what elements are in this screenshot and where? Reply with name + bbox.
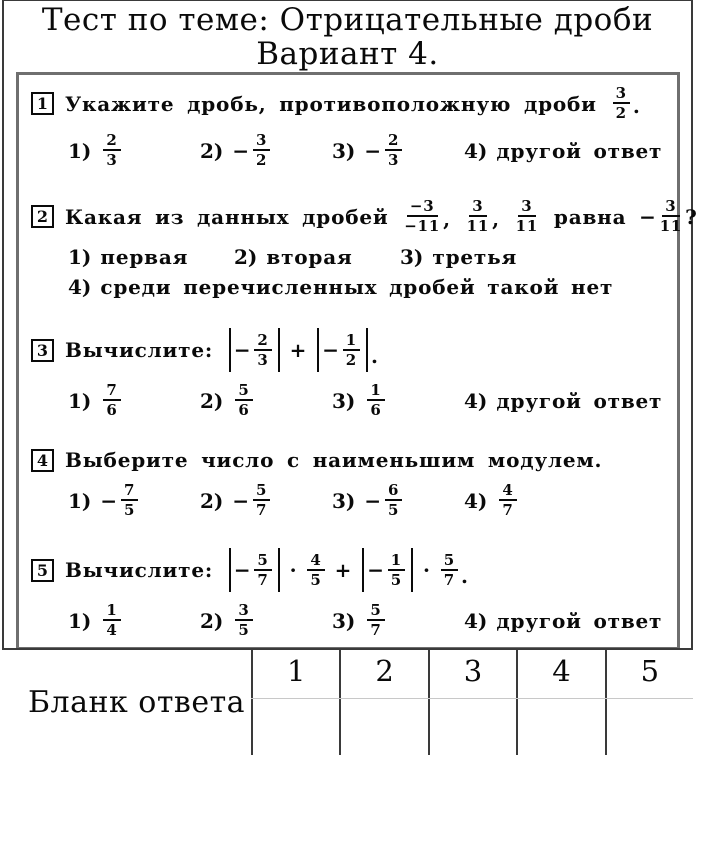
fraction-denominator: 11 (466, 217, 490, 235)
fraction-denominator: 7 (257, 570, 269, 589)
answer-column-number: 1 (286, 654, 306, 688)
math-text: − (100, 488, 118, 513)
fraction-numerator: 3 (613, 85, 630, 104)
fraction-denominator: 2 (615, 104, 627, 122)
fraction (385, 482, 402, 519)
absolute-value-bar (229, 328, 231, 372)
fraction-numerator: 3 (253, 132, 270, 151)
option-content (100, 245, 188, 269)
fraction-numerator: 1 (103, 602, 120, 621)
answer-cell-5 (605, 650, 693, 755)
math-text: среди перечисленных дробей такой нет (100, 275, 614, 299)
answer-option (234, 245, 400, 269)
option-content (496, 482, 519, 519)
question-prompt (65, 198, 698, 235)
fraction-denominator: 6 (238, 401, 250, 419)
option-label: 1) (68, 245, 92, 269)
math-text: Какая из данных дробей (65, 204, 402, 229)
absolute-value-bar (317, 328, 319, 372)
fraction-denominator: 3 (106, 151, 118, 169)
option-content (432, 245, 517, 269)
question-prompt-row (31, 85, 667, 122)
answer-sheet-table (2, 648, 693, 755)
answer-cell-4 (516, 650, 604, 755)
question-prompt (65, 328, 379, 372)
fraction-denominator: 7 (443, 570, 456, 589)
math-text: . (371, 344, 379, 368)
fraction (235, 382, 252, 419)
question-prompt (65, 448, 602, 472)
option-label: 4) (464, 608, 488, 633)
option-label: 1) (68, 138, 92, 163)
option-label: 2) (200, 488, 224, 513)
option-content (496, 389, 662, 413)
option-content (232, 132, 273, 169)
answer-option (464, 389, 662, 413)
fraction (307, 552, 324, 589)
answer-cell-2 (339, 650, 427, 755)
math-operator: · (423, 558, 431, 582)
answer-option (464, 609, 662, 633)
test-title (2, 3, 693, 71)
test-title-line1: Тест по теме: Отрицательные дроби (41, 2, 654, 38)
fraction-denominator: 7 (502, 501, 514, 519)
answer-option (464, 139, 662, 163)
option-label: 3) (332, 608, 356, 633)
answer-option (332, 132, 464, 169)
option-content (232, 382, 255, 419)
fraction-numerator: 1 (388, 552, 405, 571)
fraction (103, 132, 120, 169)
fraction-denominator: 2 (255, 151, 268, 169)
fraction (254, 552, 271, 589)
fraction (253, 482, 270, 519)
fraction-numerator: 4 (307, 552, 324, 571)
fraction-denominator: 3 (257, 350, 269, 369)
option-label: 4) (464, 388, 488, 413)
question-prompt (65, 548, 469, 592)
fraction-numerator: 5 (367, 602, 384, 621)
options-row (31, 382, 667, 419)
answer-row-divider (251, 698, 693, 699)
fraction-numerator: 3 (469, 198, 486, 217)
fraction-denominator: 4 (106, 621, 118, 639)
option-label: 4) (464, 488, 488, 513)
answer-option (200, 382, 332, 419)
fraction-denominator: 6 (106, 401, 118, 419)
option-label: 3) (332, 388, 356, 413)
math-text: − (322, 338, 340, 362)
answer-column-number: 3 (463, 654, 483, 688)
absolute-value-bar (362, 548, 364, 592)
question-prompt-row (31, 197, 698, 235)
math-text: . (632, 94, 641, 118)
fraction-denominator: 7 (370, 621, 382, 639)
fraction-denominator: 2 (345, 350, 357, 369)
option-content (100, 482, 141, 519)
fraction-numerator: 1 (343, 332, 360, 351)
math-text: первая (100, 245, 189, 269)
answer-column-number: 2 (375, 654, 394, 688)
answer-option (68, 382, 200, 419)
option-content (364, 382, 387, 419)
question-2 (31, 197, 698, 299)
fraction-denominator: 5 (238, 621, 250, 639)
math-text: . (461, 564, 469, 588)
question-prompt-row (31, 448, 667, 472)
absolute-value-bar (278, 548, 280, 592)
answer-option (200, 602, 332, 639)
option-content (232, 602, 255, 639)
options-row (31, 132, 667, 169)
math-text: Выберите число с наименьшим модулем. (65, 448, 603, 472)
answer-option (68, 132, 200, 169)
fraction (367, 602, 384, 639)
option-content (364, 482, 405, 519)
options-row (31, 482, 667, 519)
option-label: 3) (400, 245, 424, 269)
answer-cell-3 (428, 650, 516, 755)
options-row (31, 245, 667, 269)
fraction-numerator: 3 (662, 198, 679, 217)
math-text: ? (685, 204, 698, 229)
math-text: − (364, 138, 382, 163)
fraction-denominator: 11 (659, 217, 683, 235)
answer-option (68, 275, 613, 299)
fraction-numerator: 3 (235, 602, 252, 621)
math-text: другой ответ (496, 608, 663, 633)
fraction-denominator: −11 (404, 217, 441, 235)
fraction-denominator: 5 (390, 570, 403, 589)
answer-sheet-label: Бланк ответа (28, 685, 246, 720)
question-number-box: 4 (31, 449, 54, 472)
math-text: − (232, 488, 250, 513)
option-label: 2) (200, 608, 224, 633)
math-text: , (492, 207, 513, 231)
options-row (31, 602, 667, 639)
fraction (404, 198, 440, 235)
fraction-numerator: 2 (254, 332, 271, 351)
option-label: 2) (200, 388, 224, 413)
fraction (441, 552, 458, 589)
question-prompt-row (31, 548, 667, 592)
option-label: 3) (332, 488, 356, 513)
fraction (103, 382, 120, 419)
question-number-box: 1 (31, 92, 54, 115)
answer-cell-1 (251, 650, 339, 755)
math-text: Укажите дробь, противоположную дроби (65, 91, 610, 116)
absolute-value-bar (229, 548, 231, 592)
option-label: 3) (332, 138, 356, 163)
math-text: − (364, 488, 382, 513)
absolute-value-bar (278, 328, 280, 372)
option-content (364, 602, 387, 639)
option-label: 1) (68, 608, 92, 633)
fraction-numerator: 3 (518, 198, 535, 217)
fraction-denominator: 5 (123, 501, 136, 519)
answer-option (68, 482, 200, 519)
option-content (100, 275, 613, 299)
fraction (254, 332, 271, 369)
math-text: вторая (266, 245, 353, 269)
math-text: − (233, 338, 252, 362)
answer-option (68, 245, 234, 269)
fraction-denominator: 6 (370, 401, 382, 419)
math-operator: + (289, 338, 308, 362)
fraction-numerator: 1 (367, 382, 384, 401)
fraction (467, 198, 489, 235)
fraction-numerator: 5 (441, 552, 458, 571)
fraction (660, 198, 682, 235)
fraction (385, 132, 402, 169)
fraction (235, 602, 252, 639)
fraction-numerator: 5 (254, 552, 271, 571)
answer-option (332, 382, 464, 419)
answer-column-number: 5 (640, 654, 660, 688)
fraction-numerator: −3 (407, 198, 438, 217)
fraction-numerator: 2 (385, 132, 402, 151)
option-content (232, 482, 273, 519)
question-3 (31, 328, 667, 419)
option-label: 1) (68, 488, 92, 513)
answer-option (68, 602, 200, 639)
math-text: − (232, 138, 250, 163)
fraction (367, 382, 384, 419)
fraction-numerator: 4 (499, 482, 516, 501)
math-text: Вычислите: (65, 338, 226, 362)
question-number-box: 5 (31, 559, 54, 582)
question-5 (31, 548, 667, 639)
answer-option (400, 245, 517, 269)
math-text: , (443, 207, 464, 231)
fraction (499, 482, 516, 519)
questions-box (16, 72, 698, 650)
option-content (364, 132, 405, 169)
answer-option (464, 482, 520, 519)
options-row (31, 275, 667, 299)
absolute-value-bar (366, 328, 368, 372)
fraction (388, 552, 405, 589)
option-label: 1) (68, 388, 92, 413)
fraction (343, 332, 360, 369)
question-1 (31, 85, 667, 169)
fraction (613, 85, 630, 122)
math-text: третья (432, 245, 518, 269)
question-number-box: 2 (31, 205, 54, 228)
fraction-numerator: 7 (121, 482, 138, 501)
fraction (516, 198, 538, 235)
fraction-numerator: 5 (253, 482, 270, 501)
answer-option (332, 602, 464, 639)
math-text: другой ответ (496, 388, 663, 413)
fraction-numerator: 7 (103, 382, 120, 401)
answer-option (200, 132, 332, 169)
question-number-box: 3 (31, 339, 54, 362)
fraction (253, 132, 270, 169)
test-title-line2: Вариант 4. (256, 36, 439, 72)
fraction (103, 602, 120, 639)
fraction-denominator: 5 (387, 501, 400, 519)
math-text: Вычислите: (65, 558, 226, 582)
fraction-numerator: 6 (385, 482, 402, 501)
option-content (100, 132, 123, 169)
math-text: другой ответ (496, 138, 663, 163)
math-text: равна − (541, 204, 657, 229)
fraction-numerator: 5 (235, 382, 252, 401)
answer-column-number: 4 (552, 654, 571, 688)
fraction-denominator: 11 (515, 217, 539, 235)
fraction-denominator: 3 (387, 151, 400, 169)
fraction (121, 482, 138, 519)
option-label: 2) (200, 138, 224, 163)
fraction-denominator: 7 (255, 501, 268, 519)
option-label: 4) (68, 275, 92, 299)
option-content (100, 382, 123, 419)
answer-option (200, 482, 332, 519)
question-prompt-row (31, 328, 667, 372)
fraction-numerator: 2 (103, 132, 120, 151)
question-4 (31, 448, 667, 519)
answer-sheet-columns (251, 650, 693, 755)
option-label: 4) (464, 138, 488, 163)
math-text: − (367, 558, 385, 582)
answer-option (332, 482, 464, 519)
math-operator: · (289, 558, 298, 582)
question-prompt (65, 85, 641, 122)
fraction-denominator: 5 (310, 570, 322, 589)
option-content (100, 602, 123, 639)
option-content (266, 245, 352, 269)
math-operator: + (334, 558, 353, 582)
absolute-value-bar (411, 548, 413, 592)
option-content (496, 139, 662, 163)
option-content (496, 609, 662, 633)
option-label: 2) (234, 245, 258, 269)
math-text: − (233, 558, 252, 582)
